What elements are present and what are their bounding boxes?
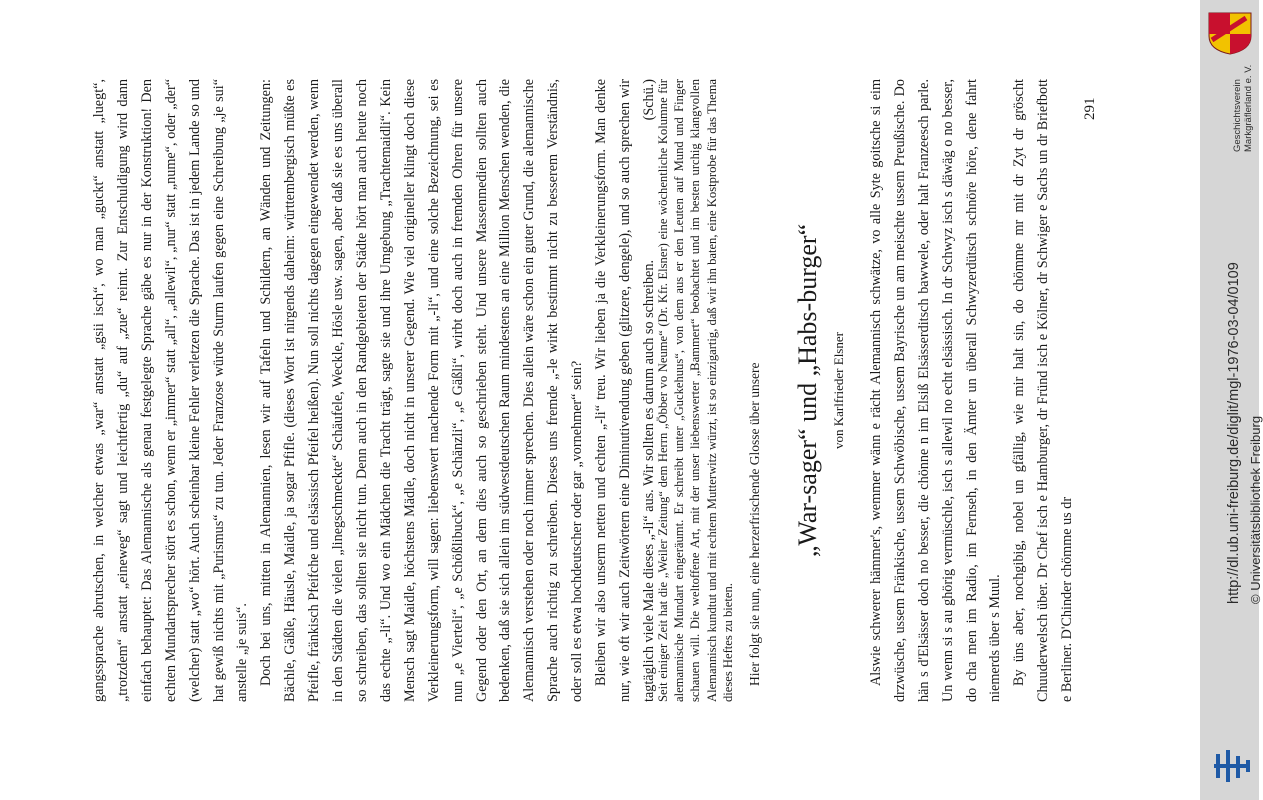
paragraph-2: Doch bei uns, mitten in Alemannien, lesen wir auf Tafeln und Schildern, an Wänden und Zeitungen: Bächle, Gäßle, Häusle, Maidle, ja sogar Pfifle. (dieses Wort ist nirgends daheim: württembergisch müßte es Pfeifle, fränkisch Pfeifche und elsässisch Pfeifel heißen). Nun soll nichts dagegen eingewendet werden, wenn in den Städten die vielen „linegschmeckte“ Schäufele, Weckle, Hösle usw. sagen, aber daß sie es uns überall so schreiben, das sollten sie nicht tun. Denn auch in den Randgebieten der Städte hört man auch heute noch das echte „-li“. Und wo ein Mädchen die Tracht trägt, sagte sie und ihre Umgebung „Trachtemaidli“. Kein Mensch sagt Maidle, höchstens Mädle, doch nicht in unserer Gegend. Wie viel origineller klingt doch diese Verkleinerungsform, will sagen: liebenswert machende Form mit „-li“, und eine solche Bezeichnung, sei es nun „e Vierteli“, „e Schößlibuck“, „e Schänzli“, „e Gäßli“, wirbt doch auch in fremden Ohren für unsere Gegend oder den Ort, an dem dies auch so geschrieben steht. Und unsere Massenmedien sollten auch bedenken, daß sie sich allein im südwestdeutschen Raum mindestens an eine Million Menschen wenden, die Alemannisch verstehen oder noch immer sprechen. Dies allein wäre schon ein guter Grund, die alemannische Sprache auch richtig zu schreiben. Dieses uns fremde „-le wirkt bestimmt nicht zu besserem Verständnis, oder soll es etwa hochdeutscher oder gar „vornehmer“ sein? — [258, 79, 586, 702]
copyright-notice: © Universitätsbibliothek Freiburg — [1248, 415, 1263, 604]
author-signature: (Schü.) — [640, 79, 657, 121]
society-line-1: Geschichtsverein — [1232, 79, 1243, 152]
text-column-2 — [655, 79, 1080, 702]
article-byline: von Karlfrieder Elsner — [831, 332, 847, 449]
intro-paragraph: Seit einiger Zeit hat die „Weiler Zeitung“ dem Herrn „Öbber vo Neume“ (Dr. Kfr. Elsner) eine wöchentliche Kolumne für alemannische Mundart eingeräumt. Er schreibt unter „Guckehuus“, von dem aus er den Leuten auf Mund und Finger schauen will. Die weltoffene Art, mit der unser liebenswerter „Bammert“ beobachtet und im besten urchig klangvollen Alemannisch kundtut und mit echtem Mutterwitz würzt, ist so einzigartig, daß wir ihn baten, eine Kostprobe für das Thema dieses Heftes zu bieten. — [656, 79, 735, 702]
page-number: 291 — [1082, 97, 1098, 120]
article-paragraph-2: By üns aber, nochgibig, nobel un gfällig, wie mir halt sin, do chömme mr mit dr Zyt dr gröscht Chuuderwelsch über. Dr Chef isch e Hamburger, dr Fründ isch e Kölner, dr Schwiger e Sachs un dr Briefbott e Berliner. D'Chinder chömme us dr — [1011, 79, 1076, 702]
source-url[interactable]: http://dl.ub.uni-freiburg.de/diglit/mgl-1976-03-04/0109 — [1226, 262, 1242, 604]
article-paragraph-1: Alswie schwerer hämmer's, wemmer wänn e rächt Alemannisch schwätze, vo alle Syte goitsche si eim drzwüsche, ussem Fränkische, ussem Schwöbische, ussem Bayrische un am meischte ussem Preußische. Do hän s d'Elsässer doch no besser, die chönne n im Elsiß Elsässerditsch bawwele, oder halt Franzeesch parle. Un wenn si s au ghörig vermüschle, isch s allewil no echt elsässisch. In dr Schwyz isch s däwäg o no besser, do cha men im Radio, im Fernseh, in den Ämter un überall Schwyzerdütsch schnöre höre, dene fahrt niemerds über s Muul. — [867, 79, 1004, 702]
university-library-logo-icon — [1210, 748, 1254, 784]
lead-sentence: Hier folgt sie nun, eine herzerfrischende Glosse über unsere — [747, 362, 763, 686]
society-line-2: Markgräflerland e. V. — [1243, 64, 1254, 152]
paragraph-3 — [590, 79, 662, 702]
text-column-1 — [88, 79, 662, 702]
society-name — [1232, 42, 1254, 152]
article-title: „War-sager“ und „Habs-burger“ — [793, 223, 823, 558]
paragraph-3-text: Bleiben wir also unserm netten und echten „-li“ treu. Wir lieben ja die Verkleinerungsform. Man denke nur, wie oft wir auch Zeitwörtern eine Diminutivendung geben (glitzere, dengele), und so auch sprechen wir tagtäglich viele Male dieses „-li“ aus. Wir sollten es darum auch so schreiben. — [593, 79, 657, 702]
paragraph-1: gangssprache abrutschen, in welcher etwas „war“ anstatt „gsii isch“, wo man „guckt“ anstatt „luegt“, „trotzdem“ anstatt „eineweg“ sagt und leichtfertig „du“ auf „zue“ reimt. Zur Entschuldigung wird dann einfach behauptet: Das Alemannische als genau festgelegte Sprache gäbe es nur in der Konstruktion! Den echten Mundartsprecher stört es schon, wenn er „immer“ statt „all“, „allewil“, „nur“ statt „nume“, oder „der“ (welcher) statt „wo“ hört. Auch scheinbar kleine Fehler verletzen die Sprache. Das ist in jedem Lande so und hat gewiß nichts mit „Purismus“ zu tun. Jeder Franzose würde Sturm laufen gegen eine Schreibung „je sui“ anstelle „je suis“. — [91, 79, 251, 702]
